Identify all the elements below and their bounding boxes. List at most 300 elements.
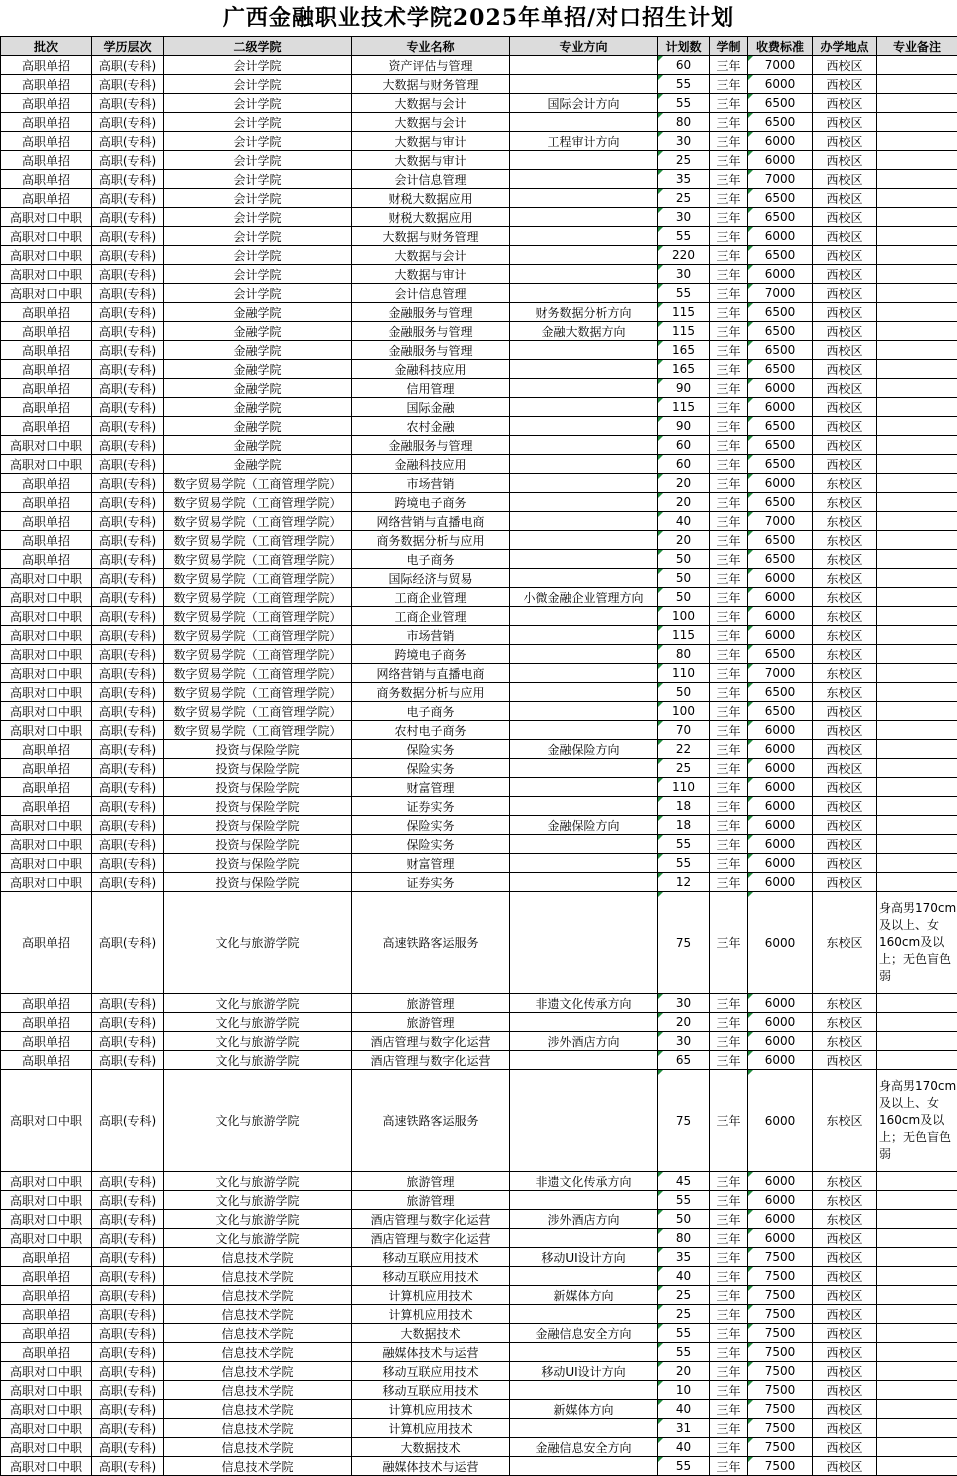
plan-count-cell: 20	[658, 1362, 710, 1381]
plan-count-cell: 45	[658, 1172, 710, 1191]
duration-cell: 三年	[710, 1051, 748, 1070]
notes-cell	[877, 151, 957, 170]
major-cell: 财富管理	[352, 854, 510, 873]
duration-cell: 三年	[710, 1419, 748, 1438]
col-header-fee: 收费标准	[748, 37, 813, 56]
plan-count-cell: 40	[658, 1438, 710, 1457]
direction-cell: 移动UI设计方向	[510, 1362, 658, 1381]
level-cell: 高职(专科)	[92, 1248, 164, 1267]
plan-count-cell: 115	[658, 398, 710, 417]
campus-cell: 东校区	[813, 664, 877, 683]
batch-cell: 高职对口中职	[1, 455, 92, 474]
duration-cell: 三年	[710, 1210, 748, 1229]
level-cell: 高职(专科)	[92, 208, 164, 227]
level-cell: 高职(专科)	[92, 626, 164, 645]
table-row	[1, 1419, 957, 1438]
duration-cell: 三年	[710, 1013, 748, 1032]
campus-cell: 东校区	[813, 626, 877, 645]
level-cell: 高职(专科)	[92, 56, 164, 75]
direction-cell: 金融保险方向	[510, 816, 658, 835]
fee-cell: 6000	[748, 797, 813, 816]
major-cell: 国际经济与贸易	[352, 569, 510, 588]
col-header-plan: 计划数	[658, 37, 710, 56]
plan-count-cell: 30	[658, 1032, 710, 1051]
batch-cell: 高职单招	[1, 740, 92, 759]
batch-cell: 高职对口中职	[1, 436, 92, 455]
campus-cell: 西校区	[813, 873, 877, 892]
college-cell: 信息技术学院	[164, 1343, 352, 1362]
college-cell: 会计学院	[164, 189, 352, 208]
notes-cell	[877, 284, 957, 303]
college-cell: 金融学院	[164, 436, 352, 455]
level-cell: 高职(专科)	[92, 740, 164, 759]
notes-cell	[877, 1191, 957, 1210]
table-row	[1, 759, 957, 778]
campus-cell: 西校区	[813, 1305, 877, 1324]
college-cell: 投资与保险学院	[164, 873, 352, 892]
notes-cell	[877, 759, 957, 778]
table-row	[1, 607, 957, 626]
table-row	[1, 1070, 957, 1172]
batch-cell: 高职对口中职	[1, 1070, 92, 1172]
college-cell: 信息技术学院	[164, 1400, 352, 1419]
fee-cell: 6000	[748, 626, 813, 645]
table-row	[1, 1032, 957, 1051]
fee-cell: 6500	[748, 493, 813, 512]
batch-cell: 高职单招	[1, 113, 92, 132]
major-cell: 证券实务	[352, 873, 510, 892]
level-cell: 高职(专科)	[92, 1286, 164, 1305]
direction-cell: 财务数据分析方向	[510, 303, 658, 322]
level-cell: 高职(专科)	[92, 227, 164, 246]
major-cell: 大数据与财务管理	[352, 227, 510, 246]
table-row	[1, 778, 957, 797]
notes-cell	[877, 1286, 957, 1305]
direction-cell	[510, 360, 658, 379]
campus-cell: 西校区	[813, 246, 877, 265]
table-row	[1, 360, 957, 379]
direction-cell	[510, 265, 658, 284]
notes-cell	[877, 94, 957, 113]
duration-cell: 三年	[710, 1070, 748, 1172]
duration-cell: 三年	[710, 341, 748, 360]
plan-count-cell: 90	[658, 417, 710, 436]
fee-cell: 7000	[748, 284, 813, 303]
batch-cell: 高职单招	[1, 994, 92, 1013]
direction-cell	[510, 892, 658, 994]
level-cell: 高职(专科)	[92, 569, 164, 588]
duration-cell: 三年	[710, 474, 748, 493]
table-row	[1, 284, 957, 303]
level-cell: 高职(专科)	[92, 265, 164, 284]
college-cell: 数字贸易学院（工商管理学院）	[164, 493, 352, 512]
table-row	[1, 379, 957, 398]
direction-cell	[510, 170, 658, 189]
fee-cell: 6000	[748, 569, 813, 588]
college-cell: 会计学院	[164, 75, 352, 94]
college-cell: 信息技术学院	[164, 1267, 352, 1286]
notes-cell	[877, 797, 957, 816]
major-cell: 金融科技应用	[352, 455, 510, 474]
table-row	[1, 683, 957, 702]
notes-cell	[877, 664, 957, 683]
table-row	[1, 1457, 957, 1476]
campus-cell: 西校区	[813, 702, 877, 721]
campus-cell: 西校区	[813, 797, 877, 816]
direction-cell	[510, 436, 658, 455]
level-cell: 高职(专科)	[92, 645, 164, 664]
major-cell: 大数据与审计	[352, 132, 510, 151]
notes-cell	[877, 854, 957, 873]
notes-cell	[877, 1324, 957, 1343]
campus-cell: 西校区	[813, 1343, 877, 1362]
notes-cell	[877, 1172, 957, 1191]
major-cell: 融媒体技术与运营	[352, 1343, 510, 1362]
fee-cell: 6000	[748, 398, 813, 417]
plan-count-cell: 115	[658, 322, 710, 341]
duration-cell: 三年	[710, 227, 748, 246]
batch-cell: 高职单招	[1, 94, 92, 113]
batch-cell: 高职单招	[1, 170, 92, 189]
notes-cell	[877, 379, 957, 398]
batch-cell: 高职对口中职	[1, 626, 92, 645]
table-row	[1, 1191, 957, 1210]
duration-cell: 三年	[710, 1286, 748, 1305]
fee-cell: 6000	[748, 778, 813, 797]
major-cell: 财税大数据应用	[352, 208, 510, 227]
notes-cell	[877, 835, 957, 854]
notes-cell	[877, 246, 957, 265]
major-cell: 农村金融	[352, 417, 510, 436]
duration-cell: 三年	[710, 151, 748, 170]
direction-cell	[510, 512, 658, 531]
batch-cell: 高职对口中职	[1, 265, 92, 284]
duration-cell: 三年	[710, 1229, 748, 1248]
college-cell: 会计学院	[164, 94, 352, 113]
duration-cell: 三年	[710, 1343, 748, 1362]
fee-cell: 6000	[748, 132, 813, 151]
fee-cell: 6500	[748, 322, 813, 341]
duration-cell: 三年	[710, 994, 748, 1013]
major-cell: 移动互联应用技术	[352, 1267, 510, 1286]
duration-cell: 三年	[710, 360, 748, 379]
college-cell: 金融学院	[164, 322, 352, 341]
direction-cell	[510, 1343, 658, 1362]
col-header-notes: 专业备注	[877, 37, 957, 56]
level-cell: 高职(专科)	[92, 189, 164, 208]
plan-count-cell: 25	[658, 1286, 710, 1305]
plan-count-cell: 50	[658, 550, 710, 569]
plan-count-cell: 165	[658, 341, 710, 360]
batch-cell: 高职单招	[1, 151, 92, 170]
campus-cell: 东校区	[813, 550, 877, 569]
notes-cell	[877, 56, 957, 75]
plan-count-cell: 55	[658, 94, 710, 113]
college-cell: 信息技术学院	[164, 1305, 352, 1324]
plan-count-cell: 50	[658, 569, 710, 588]
level-cell: 高职(专科)	[92, 1343, 164, 1362]
plan-count-cell: 10	[658, 1381, 710, 1400]
direction-cell	[510, 379, 658, 398]
enrollment-plan-table	[0, 36, 957, 1476]
fee-cell: 7500	[748, 1457, 813, 1476]
table-row	[1, 1210, 957, 1229]
fee-cell: 6500	[748, 189, 813, 208]
plan-count-cell: 35	[658, 170, 710, 189]
notes-cell	[877, 1457, 957, 1476]
fee-cell: 6000	[748, 816, 813, 835]
level-cell: 高职(专科)	[92, 284, 164, 303]
duration-cell: 三年	[710, 1400, 748, 1419]
fee-cell: 6000	[748, 740, 813, 759]
campus-cell: 西校区	[813, 1267, 877, 1286]
college-cell: 投资与保险学院	[164, 816, 352, 835]
table-row	[1, 550, 957, 569]
major-cell: 电子商务	[352, 702, 510, 721]
table-row	[1, 1051, 957, 1070]
campus-cell: 东校区	[813, 1172, 877, 1191]
level-cell: 高职(专科)	[92, 1032, 164, 1051]
batch-cell: 高职单招	[1, 75, 92, 94]
direction-cell	[510, 398, 658, 417]
major-cell: 移动互联应用技术	[352, 1248, 510, 1267]
college-cell: 信息技术学院	[164, 1419, 352, 1438]
direction-cell	[510, 227, 658, 246]
fee-cell: 6000	[748, 1070, 813, 1172]
major-cell: 大数据与审计	[352, 151, 510, 170]
college-cell: 信息技术学院	[164, 1324, 352, 1343]
direction-cell	[510, 664, 658, 683]
notes-cell	[877, 721, 957, 740]
plan-count-cell: 25	[658, 151, 710, 170]
table-row	[1, 132, 957, 151]
level-cell: 高职(专科)	[92, 550, 164, 569]
notes-cell	[877, 455, 957, 474]
fee-cell: 6000	[748, 1229, 813, 1248]
plan-count-cell: 40	[658, 1267, 710, 1286]
fee-cell: 6000	[748, 151, 813, 170]
batch-cell: 高职对口中职	[1, 683, 92, 702]
table-row	[1, 1286, 957, 1305]
duration-cell: 三年	[710, 778, 748, 797]
college-cell: 文化与旅游学院	[164, 1051, 352, 1070]
campus-cell: 东校区	[813, 994, 877, 1013]
fee-cell: 6000	[748, 474, 813, 493]
major-cell: 保险实务	[352, 835, 510, 854]
major-cell: 大数据与会计	[352, 113, 510, 132]
fee-cell: 7000	[748, 512, 813, 531]
college-cell: 数字贸易学院（工商管理学院）	[164, 588, 352, 607]
fee-cell: 7500	[748, 1419, 813, 1438]
direction-cell	[510, 1267, 658, 1286]
level-cell: 高职(专科)	[92, 1400, 164, 1419]
direction-cell	[510, 1013, 658, 1032]
batch-cell: 高职单招	[1, 778, 92, 797]
plan-count-cell: 65	[658, 1051, 710, 1070]
college-cell: 数字贸易学院（工商管理学院）	[164, 474, 352, 493]
fee-cell: 6000	[748, 265, 813, 284]
campus-cell: 西校区	[813, 1381, 877, 1400]
table-row	[1, 1438, 957, 1457]
college-cell: 会计学院	[164, 246, 352, 265]
notes-cell	[877, 1210, 957, 1229]
plan-count-cell: 20	[658, 493, 710, 512]
major-cell: 高速铁路客运服务	[352, 1070, 510, 1172]
campus-cell: 西校区	[813, 398, 877, 417]
batch-cell: 高职单招	[1, 531, 92, 550]
major-cell: 金融服务与管理	[352, 341, 510, 360]
major-cell: 电子商务	[352, 550, 510, 569]
notes-cell	[877, 588, 957, 607]
fee-cell: 7500	[748, 1381, 813, 1400]
campus-cell: 西校区	[813, 227, 877, 246]
direction-cell	[510, 645, 658, 664]
fee-cell: 6000	[748, 1032, 813, 1051]
college-cell: 文化与旅游学院	[164, 1032, 352, 1051]
level-cell: 高职(专科)	[92, 113, 164, 132]
duration-cell: 三年	[710, 1381, 748, 1400]
duration-cell: 三年	[710, 265, 748, 284]
batch-cell: 高职单招	[1, 1324, 92, 1343]
college-cell: 数字贸易学院（工商管理学院）	[164, 550, 352, 569]
plan-count-cell: 12	[658, 873, 710, 892]
direction-cell	[510, 721, 658, 740]
direction-cell	[510, 550, 658, 569]
level-cell: 高职(专科)	[92, 379, 164, 398]
fee-cell: 7000	[748, 170, 813, 189]
campus-cell: 东校区	[813, 493, 877, 512]
batch-cell: 高职单招	[1, 1267, 92, 1286]
campus-cell: 西校区	[813, 94, 877, 113]
level-cell: 高职(专科)	[92, 94, 164, 113]
college-cell: 金融学院	[164, 455, 352, 474]
notes-cell	[877, 227, 957, 246]
major-cell: 移动互联应用技术	[352, 1362, 510, 1381]
major-cell: 跨境电子商务	[352, 645, 510, 664]
plan-count-cell: 115	[658, 626, 710, 645]
direction-cell	[510, 683, 658, 702]
batch-cell: 高职单招	[1, 189, 92, 208]
batch-cell: 高职单招	[1, 303, 92, 322]
notes-cell	[877, 645, 957, 664]
level-cell: 高职(专科)	[92, 588, 164, 607]
level-cell: 高职(专科)	[92, 664, 164, 683]
notes-cell	[877, 1438, 957, 1457]
notes-cell	[877, 113, 957, 132]
batch-cell: 高职单招	[1, 892, 92, 994]
batch-cell: 高职单招	[1, 550, 92, 569]
plan-count-cell: 31	[658, 1419, 710, 1438]
notes-cell	[877, 873, 957, 892]
campus-cell: 西校区	[813, 455, 877, 474]
batch-cell: 高职对口中职	[1, 588, 92, 607]
fee-cell: 6000	[748, 1172, 813, 1191]
duration-cell: 三年	[710, 721, 748, 740]
batch-cell: 高职单招	[1, 360, 92, 379]
level-cell: 高职(专科)	[92, 1381, 164, 1400]
batch-cell: 高职对口中职	[1, 1400, 92, 1419]
duration-cell: 三年	[710, 1457, 748, 1476]
campus-cell: 西校区	[813, 417, 877, 436]
major-cell: 酒店管理与数字化运营	[352, 1051, 510, 1070]
batch-cell: 高职对口中职	[1, 1210, 92, 1229]
fee-cell: 6500	[748, 208, 813, 227]
fee-cell: 7500	[748, 1324, 813, 1343]
batch-cell: 高职单招	[1, 398, 92, 417]
plan-count-cell: 20	[658, 1013, 710, 1032]
table-row	[1, 702, 957, 721]
major-cell: 市场营销	[352, 474, 510, 493]
table-row	[1, 436, 957, 455]
campus-cell: 西校区	[813, 778, 877, 797]
batch-cell: 高职单招	[1, 797, 92, 816]
plan-count-cell: 35	[658, 1248, 710, 1267]
campus-cell: 东校区	[813, 1032, 877, 1051]
batch-cell: 高职对口中职	[1, 569, 92, 588]
direction-cell	[510, 474, 658, 493]
notes-cell	[877, 1381, 957, 1400]
table-row	[1, 512, 957, 531]
campus-cell: 西校区	[813, 854, 877, 873]
level-cell: 高职(专科)	[92, 531, 164, 550]
batch-cell: 高职对口中职	[1, 227, 92, 246]
level-cell: 高职(专科)	[92, 854, 164, 873]
major-cell: 会计信息管理	[352, 170, 510, 189]
direction-cell	[510, 75, 658, 94]
fee-cell: 6500	[748, 303, 813, 322]
direction-cell: 金融信息安全方向	[510, 1438, 658, 1457]
level-cell: 高职(专科)	[92, 455, 164, 474]
batch-cell: 高职对口中职	[1, 1457, 92, 1476]
notes-cell	[877, 816, 957, 835]
major-cell: 大数据与审计	[352, 265, 510, 284]
duration-cell: 三年	[710, 189, 748, 208]
college-cell: 文化与旅游学院	[164, 1172, 352, 1191]
campus-cell: 西校区	[813, 721, 877, 740]
batch-cell: 高职单招	[1, 1051, 92, 1070]
fee-cell: 6000	[748, 1191, 813, 1210]
direction-cell: 涉外酒店方向	[510, 1032, 658, 1051]
campus-cell: 西校区	[813, 75, 877, 94]
batch-cell: 高职单招	[1, 417, 92, 436]
fee-cell: 6500	[748, 360, 813, 379]
table-row	[1, 531, 957, 550]
direction-cell	[510, 284, 658, 303]
fee-cell: 6000	[748, 721, 813, 740]
duration-cell: 三年	[710, 113, 748, 132]
header-row	[1, 37, 957, 56]
level-cell: 高职(专科)	[92, 816, 164, 835]
notes-cell	[877, 265, 957, 284]
batch-cell: 高职对口中职	[1, 1362, 92, 1381]
campus-cell: 西校区	[813, 436, 877, 455]
campus-cell: 西校区	[813, 56, 877, 75]
plan-count-cell: 25	[658, 759, 710, 778]
campus-cell: 西校区	[813, 1438, 877, 1457]
direction-cell	[510, 797, 658, 816]
direction-cell: 非遗文化传承方向	[510, 994, 658, 1013]
fee-cell: 6500	[748, 531, 813, 550]
fee-cell: 6500	[748, 683, 813, 702]
college-cell: 金融学院	[164, 398, 352, 417]
notes-cell	[877, 1419, 957, 1438]
college-cell: 会计学院	[164, 151, 352, 170]
direction-cell	[510, 702, 658, 721]
plan-count-cell: 30	[658, 132, 710, 151]
college-cell: 文化与旅游学院	[164, 1229, 352, 1248]
level-cell: 高职(专科)	[92, 246, 164, 265]
col-header-batch: 批次	[1, 37, 92, 56]
